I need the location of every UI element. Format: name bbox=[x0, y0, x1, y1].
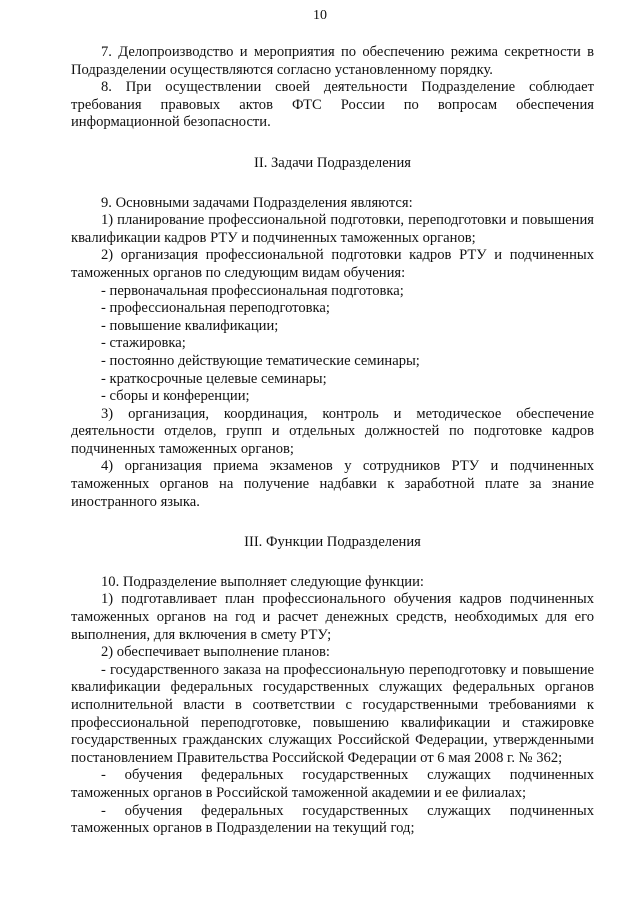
training-type-item: - краткосрочные целевые семинары; bbox=[101, 370, 327, 387]
section-2-heading: II. Задачи Подразделения bbox=[253, 154, 412, 171]
task-item-2: 2) организация профессиональной подготовки кадров РТУ и подчиненных таможенных органов по следующим видам обучения: bbox=[71, 247, 594, 281]
paragraph-7: 7. Делопроизводство и мероприятия по обеспечению режима секретности в Подразделении осуществляются согласно установленному порядку. bbox=[71, 44, 594, 78]
plan-subitem-3: - обучения федеральных государственных служащих подчиненных таможенных органов в Подразделении на текущий год; bbox=[71, 802, 594, 837]
section-2-intro: 9. Основными задачами Подразделения являются: bbox=[101, 194, 413, 211]
task-item-3: 3) организация, координация, контроль и методическое обеспечение деятельности отделов, групп и отдельных должностей по подготовке кадров подчиненных таможенных органов; bbox=[71, 405, 594, 457]
function-item-1: 1) подготавливает план профессионального обучения кадров подчиненных таможенных органов на год и расчет денежных средств, необходимых для его выполнения, для включения в смету РТУ; bbox=[71, 591, 594, 643]
training-type-item: - первоначальная профессиональная подготовка; bbox=[101, 282, 404, 299]
training-type-item: - профессиональная переподготовка; bbox=[101, 300, 330, 317]
paragraph-8: 8. При осуществлении своей деятельности Подразделение соблюдает требования правовых актов ФТС России по вопросам обеспечения информационной безопасности. bbox=[71, 79, 594, 131]
plan-subitem-1: - государственного заказа на профессиональную переподготовку и повышение квалификации федеральных государственных служащих федеральных органов исполнительной власти в соответствии с государственными требованиями к профессиональной переподготовке, повышению квалификации и стажировке государственных гражданских служащих Российской Федерации, утвержденными постановлением Правительства Российской Федерации от 6 мая 2008 г. № 362; bbox=[71, 661, 594, 766]
training-type-item: - повышение квалификации; bbox=[101, 317, 279, 334]
training-type-item: - сборы и конференции; bbox=[101, 388, 250, 405]
section-3-intro: 10. Подразделение выполняет следующие функции: bbox=[101, 573, 424, 590]
training-type-item: - стажировка; bbox=[101, 335, 186, 352]
page-number: 10 bbox=[313, 8, 327, 23]
section-3-heading: III. Функции Подразделения bbox=[244, 534, 421, 551]
task-item-1: 1) планирование профессиональной подготовки, переподготовки и повышения квалификации кадров РТУ и подчиненных таможенных органов; bbox=[71, 212, 594, 246]
plan-subitem-2: - обучения федеральных государственных служащих подчиненных таможенных органов в Российской таможенной академии и ее филиалах; bbox=[71, 767, 594, 801]
function-item-2: 2) обеспечивает выполнение планов: bbox=[101, 644, 330, 661]
document-body bbox=[71, 44, 594, 838]
task-item-4: 4) организация приема экзаменов у сотрудников РТУ и подчиненных таможенных органов на получение надбавки к заработной плате за знание иностранного языка. bbox=[71, 458, 594, 510]
training-type-item: - постоянно действующие тематические семинары; bbox=[101, 352, 420, 369]
